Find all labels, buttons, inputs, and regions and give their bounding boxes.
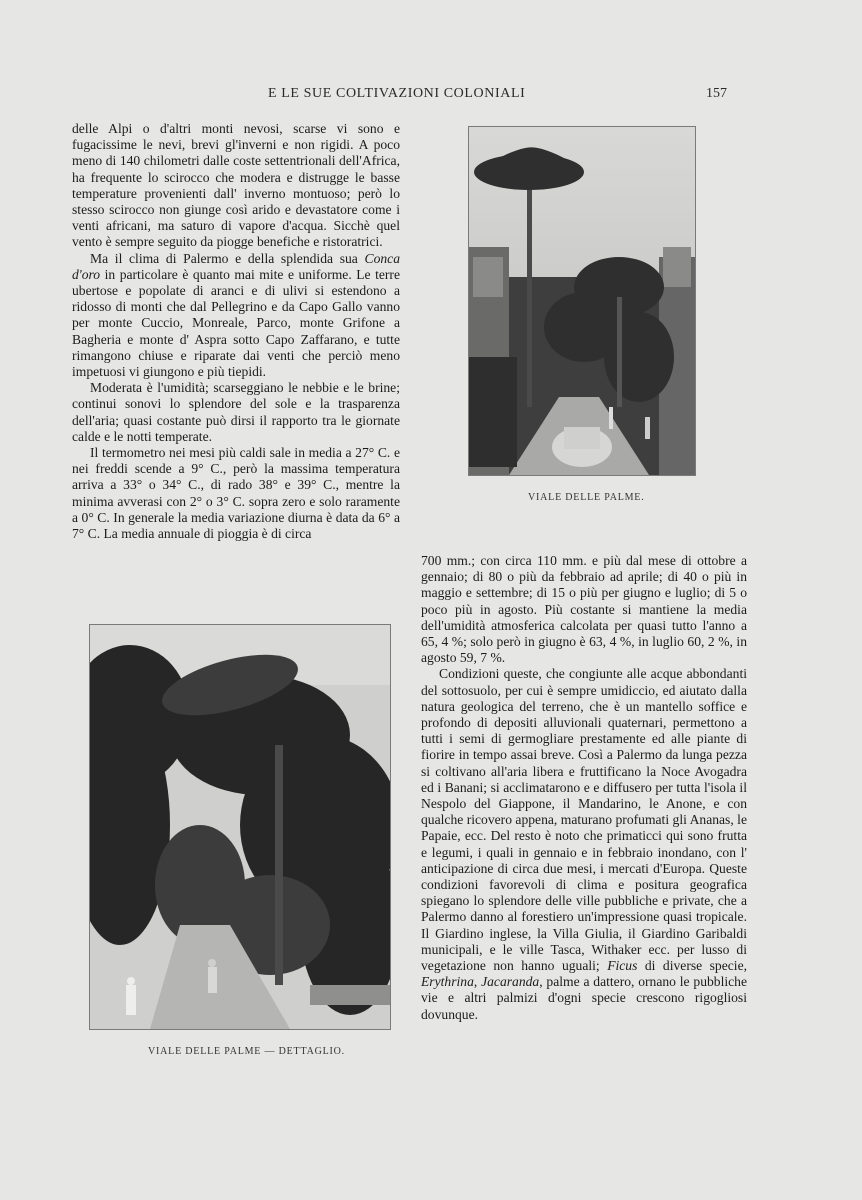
paragraph: delle Alpi o d'altri monti nevosi, scarse vi sono e fugacissime le nevi, brevi gl'inverni e non rigidi. A poco meno di 140 chilometri dalle coste settentrionali dell'Africa, ha frequente lo scirocco che modera e distrugge le basse temperature provenienti dall' inverno montuoso; però lo stesso scirocco non giunge così arido e devastatore come i venti africani, ma saturo di vapore d'acqua. Sicchè quel vento è sempre seguito da piogge benefiche e ristoratrici. [72, 121, 400, 250]
palm-detail-photo [89, 624, 391, 1030]
page-number: 157 [706, 86, 727, 101]
paragraph: Il termometro nei mesi più caldi sale in media a 27° C. e nei freddi scende a 9° C., però la massima temperatura arriva a 33° o 34° C., di rado 38° e 39° C., mentre la minima avverasi con 2° o 3° C. sopra zero e solo raramente a 0° C. In generale la media variazione diurna è data da 6° a 7° C. La media annuale di pioggia è di circa [72, 445, 400, 542]
paragraph: Condizioni queste, che congiunte alle acque abbondanti del sottosuolo, per cui è sempre umidiccio, ed aiutato dalla natura geologica del terreno, che è un mantello soffice e profondo di depositi alluvionali quaternari, permettono a tutti i semi di germogliare prestamente ed alle piante di fiorire in tempo assai breve. Così a Palermo da lunga pezza si coltivano all'aria libera e fruttificano la Noce Avogadra ed i Banani; si acclimatarono e e diffusero per tutta l'isola il Nespolo del Giappone, il Mandarino, le Anone, e con qualche ricovero appena, maturano profumati gli Ananas, le Papaie, ecc. Del resto è noto che primaticci qui sono frutta e legumi, i quali in gennaio e in febbraio inondano, con l' anticipazione di circa due mesi, i mercati d'Europa. Queste condizioni favorevoli di clima e positura geografica spiegano lo splendore delle ville pubbliche e private, che a Palermo danno al forestiero un'impressione quasi tropicale. Il Giardino inglese, la Villa Giulia, il Giardino Garibaldi municipali, e le ville Tasca, Withaker ecc. per lusso di vegetazione non hanno uguali; Ficus di diverse specie, Erythrina, Jacaranda, palme a dattero, ornano le pubbliche vie e altri palmizi d'ogni specie crescono rigogliosi dovunque. [421, 666, 748, 1022]
photo-caption-top: VIALE DELLE PALME. [528, 492, 645, 503]
left-text-column [72, 121, 400, 542]
paragraph: Ma il clima di Palermo e della splendida sua Conca d'oro in particolare è quanto mai mite e uniforme. Le terre ubertose e popolate di aranci e di ulivi si estendono a ridosso di monti che dal Pellegrino e da Capo Gallo vanno per monte Cuccio, Monreale, Parco, monte Grifone a Bagheria e monte d' Aspra sotto Capo Zaffarano, e tutte rimangono chiuse e riparate dai venti che perciò meno impetuosi vi giungono e più tiepidi. [72, 250, 400, 380]
right-text-column [421, 553, 747, 1023]
palm-avenue-photo [468, 126, 696, 476]
running-title: E LE SUE COLTIVAZIONI COLONIALI [268, 86, 526, 101]
photo-caption-bottom: VIALE DELLE PALME — DETTAGLIO. [148, 1046, 345, 1057]
paragraph: 700 mm.; con circa 110 mm. e più dal mese di ottobre a gennaio; di 80 o più da febbraio ad aprile; di 40 o più in maggio e settembre; di 15 o più per giugno e luglio; di 5 o poco più in agosto. Più costante si mantiene la media dell'umidità atmosferica calcolata per quasi tutto l'anno a 65, 4 %; solo però in giugno è 63, 4 %, in luglio 60, 2 %, in agosto 59, 7 %. [421, 553, 747, 666]
paragraph: Moderata è l'umidità; scarseggiano le nebbie e le brine; continui sonovi lo splendore del sole e la trasparenza dell'aria; quasi costante può dirsi il rapporto tra le giornate calde e le notti temperate. [72, 380, 400, 444]
